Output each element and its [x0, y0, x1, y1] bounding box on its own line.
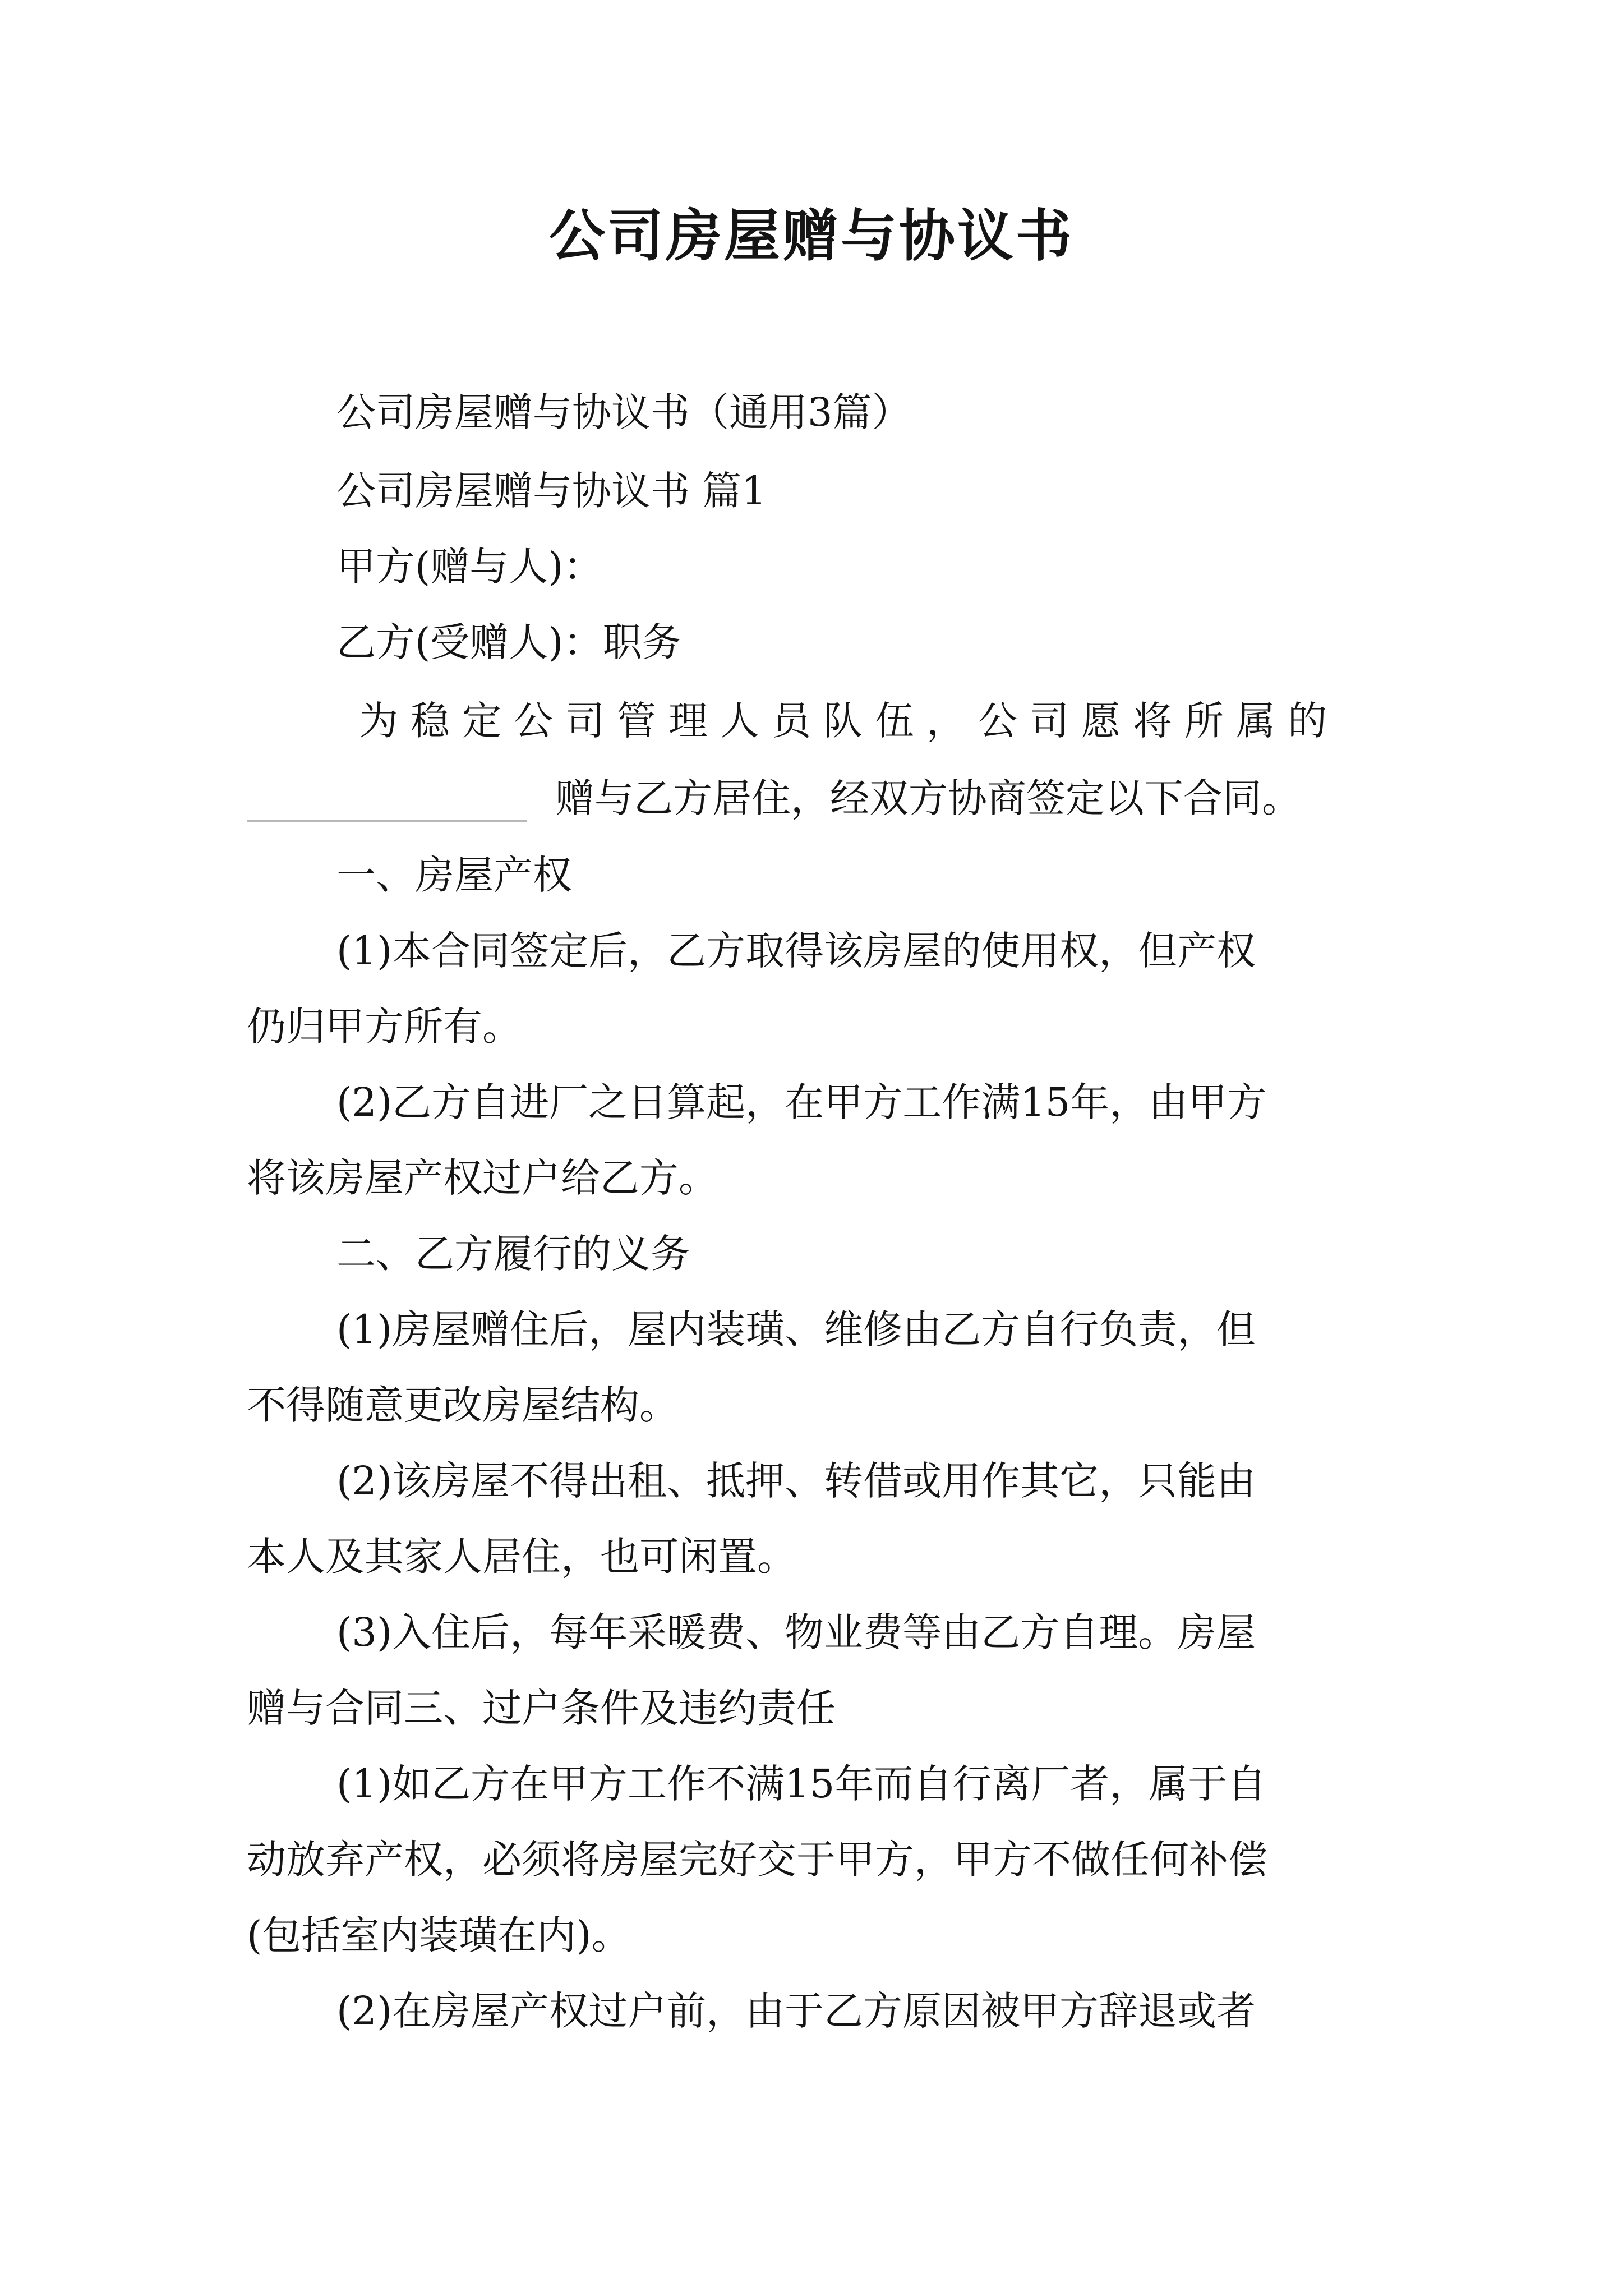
clause-heading: 二、乙方履行的义务 [336, 1231, 690, 1277]
paragraph-line: 仍归甲方所有。 [247, 1004, 522, 1050]
paragraph-line: (2)在房屋产权过户前，由于乙方原因被甲方辞退或者 [336, 1988, 1256, 2034]
paragraph-line: 不得随意更改房屋结构。 [247, 1382, 679, 1428]
paragraph-line: 赠与合同三、过户条件及违约责任 [247, 1685, 836, 1731]
paragraph-line: (3)入住后，每年采暖费、物业费等由乙方自理。房屋 [336, 1609, 1256, 1655]
paragraph-line: (2)该房屋不得出租、抵押、转借或用作其它，只能由 [336, 1458, 1256, 1504]
section-heading: 公司房屋赠与协议书 篇1 [336, 468, 767, 514]
paragraph-line: (1)如乙方在甲方工作不满15年而自行离厂者，属于自 [336, 1761, 1267, 1807]
paragraph-line: (1)房屋赠住后，屋内装璜、维修由乙方自行负责，但 [336, 1306, 1256, 1352]
document-title: 公司房屋赠与协议书 [549, 203, 1074, 269]
paragraph-line: 本人及其家人居住，也可闲置。 [247, 1534, 796, 1580]
subtitle-line: 公司房屋赠与协议书（通用3篇） [336, 389, 911, 435]
fill-in-blank [247, 819, 527, 822]
paragraph-line: (包括室内装璜在内)。 [247, 1912, 631, 1958]
clause-heading: 一、房屋产权 [336, 852, 572, 898]
paragraph-line: 赠与乙方居住，经双方协商签定以下合同。 [555, 775, 1301, 821]
paragraph-line: 动放弃产权，必须将房屋完好交于甲方，甲方不做任何补偿 [247, 1837, 1267, 1883]
party-a-line: 甲方(赠与人)： [336, 544, 603, 590]
paragraph-line: 将该房屋产权过户给乙方。 [247, 1155, 718, 1201]
paragraph-line: (2)乙方自进厂之日算起，在甲方工作满15年，由甲方 [336, 1079, 1267, 1125]
paragraph-line: 为稳定公司管理人员队伍，公司愿将所属的 [359, 698, 1339, 744]
party-b-line: 乙方(受赠人)：职务 [336, 619, 681, 665]
paragraph-line: (1)本合同签定后，乙方取得该房屋的使用权，但产权 [336, 928, 1256, 974]
